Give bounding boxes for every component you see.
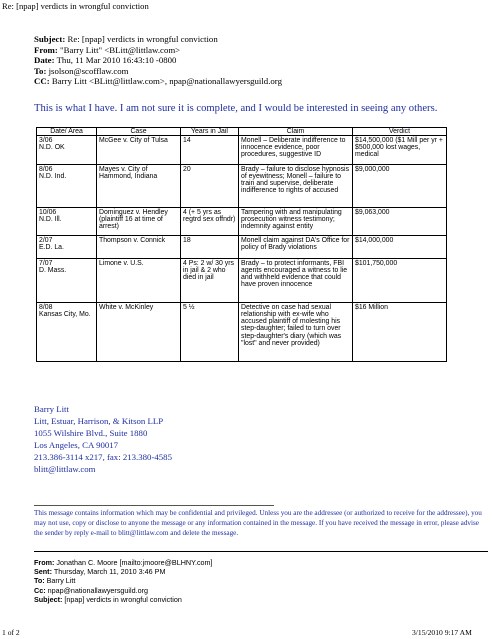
- cell-date-area: [37, 208, 97, 236]
- email-to-line: [34, 66, 129, 76]
- subject-value: Re: [npap] verdicts in wrongful conviction: [67, 34, 218, 44]
- table-row: [37, 236, 447, 259]
- cell-case: Limone v. U.S.: [97, 259, 181, 303]
- col-header-years: Years in Jail: [181, 128, 239, 136]
- cell-years: 5 ½: [181, 303, 239, 362]
- intro-text: This is what I have. I am not sure it is complete, and I would be interested in seeing any others.: [34, 103, 438, 114]
- cell-case: White v. McKinley: [97, 303, 181, 362]
- col-header-case: Case: [97, 128, 181, 136]
- subject-label: Subject:: [34, 34, 66, 44]
- table-row: [37, 165, 447, 208]
- signature-phone: 213.386-3114 x217, fax: 213.380-4585: [34, 452, 172, 462]
- cell-date: 10/06: [39, 208, 57, 216]
- cell-area: Kansas City, Mo.: [39, 310, 91, 318]
- cell-date: 3/06: [39, 136, 53, 144]
- fwd-sent-line: [34, 567, 213, 576]
- col-header-date: Date/ Area: [37, 128, 97, 136]
- print-timestamp: 3/15/2010 9:17 AM: [412, 628, 472, 637]
- cell-date: 2/07: [39, 236, 53, 244]
- running-header: Re: [npap] verdicts in wrongful conviction: [2, 1, 149, 11]
- verdicts-table: [36, 127, 447, 362]
- signature-divider: [34, 505, 274, 506]
- fwd-subject-label: Subject:: [34, 594, 63, 604]
- cell-area: N.D. OK: [39, 143, 65, 151]
- cell-area: N.D. Ill.: [39, 215, 62, 223]
- to-label: To:: [34, 65, 47, 76]
- table-row: [37, 136, 447, 165]
- email-date-line: [34, 55, 176, 65]
- to-value: jsolson@scofflaw.com: [48, 65, 129, 76]
- cell-verdict: $9,000,000: [353, 165, 447, 208]
- cell-case: Mayes v. City of Hammond, Indiana: [97, 165, 181, 208]
- cell-case: McGee v. City of Tulsa: [97, 136, 181, 165]
- table-row: [37, 208, 447, 236]
- cc-value: Barry Litt <BLitt@littlaw.com>, npap@nationallawyersguild.org: [51, 76, 282, 86]
- forwarded-header: [34, 558, 213, 604]
- fwd-to-label: To:: [34, 576, 45, 586]
- confidentiality-notice: This message contains information which may be confidential and privileged. Unless you are the addressee (or authorized to receive for the addressee), you may not use, copy or disclose to anyone the message or any information contained in the message. If you have received the message in error, please advise the sender by reply e-mail to blitt@littlaw.com and delete the message.: [34, 509, 482, 537]
- cc-label: CC:: [34, 76, 50, 86]
- fwd-sent-label: Sent:: [34, 567, 52, 577]
- forward-divider: [34, 551, 488, 552]
- fwd-cc-label: Cc:: [34, 585, 46, 595]
- fwd-from-line: [34, 558, 213, 567]
- cell-area: D. Mass.: [39, 266, 67, 274]
- cell-verdict: $14,500,000 ($1 Mill per yr + $500,000 lost wages, medical: [353, 136, 447, 165]
- from-value: "Barry Litt" <BLitt@littlaw.com>: [59, 44, 181, 55]
- fwd-subject-line: [34, 595, 213, 604]
- cell-date: 7/07: [39, 259, 53, 267]
- fwd-cc-line: [34, 586, 213, 595]
- cell-verdict: $14,000,000: [353, 236, 447, 259]
- cell-date-area: [37, 136, 97, 165]
- cell-years: 4 Ps: 2 w/ 30 yrs in jail & 2 who died in jail: [181, 259, 239, 303]
- email-subject-line: [34, 34, 218, 44]
- fwd-from-label: From:: [34, 558, 55, 567]
- cell-area: E.D. La.: [39, 243, 64, 251]
- cell-years: 14: [181, 136, 239, 165]
- col-header-claim: Claim: [239, 128, 353, 136]
- cell-claim: Tampering with and manipulating prosecution witness testimony; indemnity against entity: [239, 208, 353, 236]
- cell-area: N.D. Ind.: [39, 172, 67, 180]
- date-label: Date:: [34, 55, 55, 65]
- table-header-row: [37, 128, 447, 136]
- fwd-to-value: Barry Litt: [46, 576, 76, 586]
- cell-verdict: $9,063,000: [353, 208, 447, 236]
- cell-case: Thompson v. Connick: [97, 236, 181, 259]
- cell-case: Dominguez v. Hendley (plaintiff 16 at time of arrest): [97, 208, 181, 236]
- cell-verdict: $101,750,000: [353, 259, 447, 303]
- page-number: 1 of 2: [2, 628, 20, 637]
- email-cc-line: [34, 76, 282, 86]
- cell-date: 8/08: [39, 303, 53, 311]
- cell-verdict: $16 Million: [353, 303, 447, 362]
- fwd-sent-value: Thursday, March 11, 2010 3:46 PM: [53, 567, 166, 577]
- fwd-to-line: [34, 576, 213, 585]
- signature-name: Barry Litt: [34, 404, 69, 414]
- email-from-line: [34, 45, 180, 55]
- cell-date-area: [37, 259, 97, 303]
- signature-address-2: Los Angeles, CA 90017: [34, 440, 119, 450]
- signature-email-link[interactable]: blitt@littlaw.com: [34, 464, 96, 474]
- cell-claim: Detective on case had sexual relationship with ex-wife who accused plaintiff of molesting his step-daughter; failed to turn over step-daughter's diary (which was "lost" and never provided): [239, 303, 353, 362]
- fwd-from-value: Jonathan C. Moore [mailto:jmoore@BLHNY.com]: [56, 558, 213, 567]
- table-row: [37, 259, 447, 303]
- table-row: [37, 303, 447, 362]
- cell-claim: Monell – Deliberate indifference to innocence evidence, poor procedures, suggestive ID: [239, 136, 353, 165]
- signature-block: [34, 403, 172, 475]
- from-label: From:: [34, 44, 58, 55]
- cell-claim: Monell claim against DA's Office for policy of Brady violations: [239, 236, 353, 259]
- cell-date-area: [37, 303, 97, 362]
- cell-years: 18: [181, 236, 239, 259]
- cell-claim: Brady – to protect informants, FBI agents encouraged a witness to lie and withheld evidence that could have proven innocence: [239, 259, 353, 303]
- date-value: Thu, 11 Mar 2010 16:43:10 -0800: [56, 55, 177, 65]
- cell-date-area: [37, 165, 97, 208]
- cell-years: 20: [181, 165, 239, 208]
- signature-firm: Litt, Estuar, Harrison, & Kitson LLP: [34, 416, 164, 426]
- col-header-verdict: Verdict: [353, 128, 447, 136]
- cell-claim: Brady – failure to disclose hypnosis of eyewitness; Monell – failure to train and supervise, deliberate indifference to rights of accused: [239, 165, 353, 208]
- signature-address-1: 1055 Wilshire Blvd., Suite 1880: [34, 428, 148, 438]
- fwd-subject-value: [npap] verdicts in wrongful conviction: [64, 594, 182, 604]
- cell-date: 8/06: [39, 165, 53, 173]
- cell-years: 4 (+ 5 yrs as regtrd sex offndr): [181, 208, 239, 236]
- fwd-cc-value: npap@nationallawyersguild.org: [47, 585, 148, 595]
- cell-date-area: [37, 236, 97, 259]
